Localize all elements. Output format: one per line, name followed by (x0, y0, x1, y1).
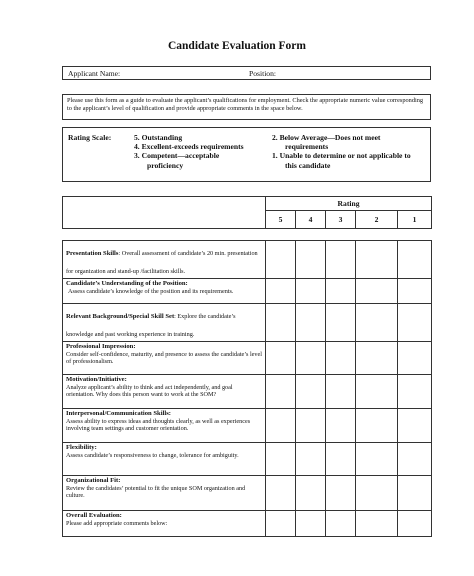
rating-cell-2[interactable] (356, 375, 398, 409)
rating-cell-4[interactable] (296, 443, 326, 476)
rating-cell-4[interactable] (296, 241, 326, 279)
rating-cell-1[interactable] (398, 304, 432, 342)
criteria-table (62, 240, 432, 537)
rating-cell-1[interactable] (398, 443, 432, 476)
rating-col-5: 5 (266, 211, 296, 229)
criterion-name: Candidate’s Understanding of the Position: (66, 280, 188, 287)
criterion-cell (63, 511, 266, 537)
rating-cell-5[interactable] (266, 375, 296, 409)
rating-cell-3[interactable] (326, 511, 356, 537)
scale-2-cont: requirements (285, 142, 329, 152)
rating-cell-5[interactable] (266, 511, 296, 537)
criterion-desc: Assess candidate’s responsiveness to change, tolerance for ambiguity. (66, 451, 239, 459)
rating-col-3: 3 (326, 211, 356, 229)
scale-3-cont: proficiency (147, 160, 184, 170)
rating-header-table (62, 196, 432, 229)
rating-cell-2[interactable] (356, 304, 398, 342)
rating-cell-2[interactable] (356, 241, 398, 279)
applicant-row (62, 66, 431, 80)
rating-cell-4[interactable] (296, 304, 326, 342)
criterion-desc: Consider self-confidence, maturity, and presence to assess the candidate’s level of professionalism. (66, 350, 262, 366)
criterion-cell (63, 241, 266, 279)
rating-scale-label: Rating Scale: (68, 133, 112, 142)
criterion-name: Relevant Background/Special Skill Set (66, 313, 175, 320)
criterion-name: Flexibility: (66, 444, 97, 451)
rating-cell-3[interactable] (326, 409, 356, 443)
criterion-name: Professional Impression: (66, 343, 136, 350)
rating-cell-5[interactable] (266, 409, 296, 443)
criterion-desc: : Explore the candidate’s knowledge and past working experience in training. (66, 313, 236, 338)
rating-scale-left (134, 133, 274, 170)
rating-scale-box (62, 127, 431, 182)
rating-cell-3[interactable] (326, 342, 356, 375)
table-row (63, 511, 432, 537)
criterion-name: Motivation/Initiative: (66, 376, 127, 383)
scale-4: 4. Excellent-exceeds requirements (134, 142, 244, 152)
criterion-cell (63, 409, 266, 443)
table-row (63, 241, 432, 279)
rating-scale-right (272, 133, 428, 170)
table-row (63, 443, 432, 476)
rating-col-4: 4 (296, 211, 326, 229)
criterion-desc: : Overall assessment of candidate’s 20 min. presentation for organization and stand-up /facilitation skills. (66, 250, 258, 275)
position-label: Position: (249, 69, 277, 78)
position-field[interactable] (285, 68, 425, 79)
scale-1: 1. Unable to determine or not applicable to (272, 151, 411, 161)
rating-cell-5[interactable] (266, 241, 296, 279)
rating-cell-3[interactable] (326, 476, 356, 511)
criterion-name: Presentation Skills (66, 250, 119, 257)
rating-cell-1[interactable] (398, 241, 432, 279)
scale-3: 3. Competent—acceptable (134, 151, 220, 161)
criterion-cell (63, 279, 266, 304)
criterion-desc: Analyze applicant’s ability to think and act independently, and goal orientation. Why does this person want to work at the SOM? (66, 383, 233, 399)
rating-header: Rating (266, 197, 432, 211)
rating-cell-3[interactable] (326, 241, 356, 279)
rating-cell-5[interactable] (266, 279, 296, 304)
rating-cell-2[interactable] (356, 443, 398, 476)
form-title: Candidate Evaluation Form (167, 40, 306, 52)
rating-cell-2[interactable] (356, 511, 398, 537)
rating-cell-4[interactable] (296, 279, 326, 304)
instructions-text: Please use this form as a guide to evaluate the applicant’s qualifications for employment. Check the appropriate numeric value corresponding to the applicant’s level of qualification and provide appropriate comments in the space below. (67, 97, 424, 112)
rating-cell-1[interactable] (398, 375, 432, 409)
rating-cell-5[interactable] (266, 342, 296, 375)
rating-col-2: 2 (356, 211, 398, 229)
table-row (63, 279, 432, 304)
rating-cell-1[interactable] (398, 476, 432, 511)
instructions-box (62, 94, 431, 120)
criterion-cell (63, 375, 266, 409)
rating-cell-1[interactable] (398, 342, 432, 375)
scale-5: 5. Outstanding (134, 133, 183, 142)
table-row (63, 342, 432, 375)
criterion-desc: Assess candidate’s knowledge of the position and its requirements. (68, 287, 234, 295)
rating-cell-2[interactable] (356, 476, 398, 511)
criterion-name: Overall Evaluation: (66, 512, 122, 519)
applicant-name-label: Applicant Name: (68, 69, 121, 78)
rating-cell-2[interactable] (356, 279, 398, 304)
criterion-desc: Assess ability to express ideas and thoughts clearly, as well as experiences involving team settings and customer orientation. (66, 417, 251, 433)
rating-cell-4[interactable] (296, 409, 326, 443)
rating-cell-4[interactable] (296, 476, 326, 511)
rating-cell-5[interactable] (266, 476, 296, 511)
header-blank-cell (63, 197, 266, 229)
criterion-cell (63, 342, 266, 375)
table-row (63, 375, 432, 409)
criterion-name: Organizational Fit: (66, 477, 121, 484)
rating-cell-1[interactable] (398, 511, 432, 537)
criterion-name: Interpersonal/Communication Skills: (66, 410, 171, 417)
rating-cell-4[interactable] (296, 342, 326, 375)
rating-cell-5[interactable] (266, 304, 296, 342)
criterion-cell (63, 476, 266, 511)
rating-cell-1[interactable] (398, 409, 432, 443)
scale-1-cont: this candidate (285, 160, 331, 170)
table-row (63, 476, 432, 511)
table-row (63, 304, 432, 342)
criterion-cell (63, 304, 266, 342)
rating-cell-4[interactable] (296, 375, 326, 409)
rating-cell-3[interactable] (326, 304, 356, 342)
criterion-desc: Please add appropriate comments below: (66, 519, 168, 527)
table-row (63, 409, 432, 443)
rating-col-1: 1 (398, 211, 432, 229)
rating-cell-2[interactable] (356, 342, 398, 375)
rating-cell-5[interactable] (266, 443, 296, 476)
rating-cell-4[interactable] (296, 511, 326, 537)
scale-2: 2. Below Average—Does not meet (272, 133, 381, 142)
rating-cell-3[interactable] (326, 375, 356, 409)
rating-cell-2[interactable] (356, 409, 398, 443)
rating-cell-3[interactable] (326, 443, 356, 476)
criterion-desc: Review the candidates’ potential to fit the unique SOM organization and culture. (66, 484, 246, 500)
rating-cell-3[interactable] (326, 279, 356, 304)
criterion-cell (63, 443, 266, 476)
rating-cell-1[interactable] (398, 279, 432, 304)
